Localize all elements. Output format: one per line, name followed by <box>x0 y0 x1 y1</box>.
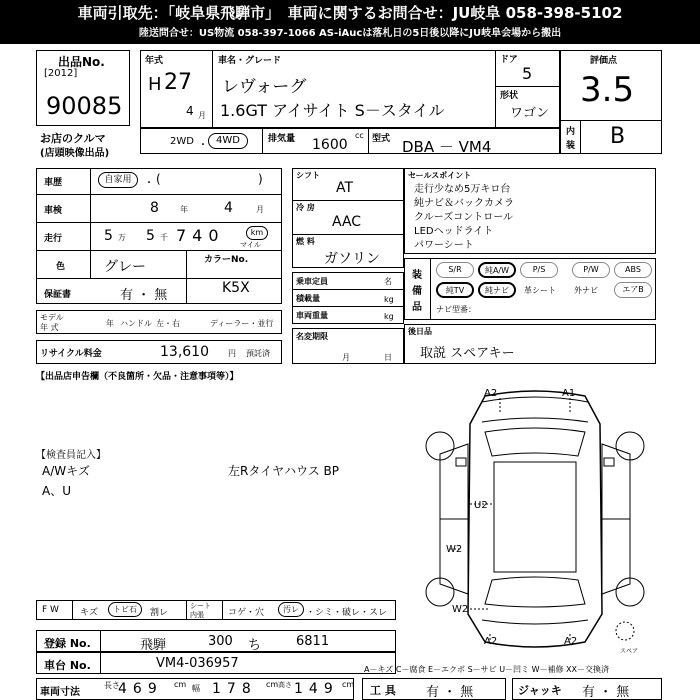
shape-label: 形状 <box>500 91 519 101</box>
sales-point-item: 純ナビ＆バックカメラ <box>414 198 514 209</box>
mileage-unit-km: km <box>246 226 268 240</box>
jack-value: 有 ・ 無 <box>582 685 630 700</box>
equip-aw-circled: 純A/W <box>478 262 516 278</box>
interior-label-1: 内 <box>566 127 576 137</box>
fw-scratch: キズ <box>80 608 98 618</box>
equip-ext-navi: 外ナビ <box>574 286 598 295</box>
displacement-value: 1600 <box>312 137 348 153</box>
recycle-deposit: 預託済 <box>246 349 270 358</box>
inspection-year: 8 <box>150 200 159 216</box>
load-unit: kg <box>384 295 394 304</box>
inspection-month: 4 <box>224 200 233 216</box>
car-grade: 1.6GT アイサイト S－スタイル <box>220 101 445 120</box>
mileage-unit-mile: マイル <box>240 241 261 249</box>
diagram-mark: W2 <box>446 544 463 555</box>
recycle-value: 13,610 <box>160 344 209 360</box>
chassis-label: 車台 No. <box>44 659 91 672</box>
color-value: グレー <box>104 259 146 275</box>
ac-value: AAC <box>332 214 362 230</box>
trailing-value: 取説 スペアキー <box>420 346 515 361</box>
interior-label-2: 装 <box>566 141 576 151</box>
fw-sheet-items: コゲ・穴 <box>228 608 265 618</box>
equip-leather: 革シート <box>524 286 556 295</box>
color-label: 色 <box>56 262 66 272</box>
spare-label: スペア <box>620 648 639 655</box>
seats-label: 乗車定員 <box>296 277 328 286</box>
ac-label: 冷 房 <box>296 203 315 212</box>
door-label: ドア <box>500 55 518 65</box>
sales-point-item: パワーシート <box>414 240 474 251</box>
dims-hgt-unit: cm <box>342 680 355 689</box>
registration-place: 飛騨 <box>140 638 167 653</box>
year-label: 年式 <box>145 56 164 66</box>
fuel-value: ガソリン <box>324 251 380 267</box>
dims-wid: 178 <box>212 681 257 697</box>
rating-score: 3.5 <box>580 70 635 110</box>
recycle-unit: 円 <box>228 349 236 358</box>
registration-kana: ち <box>248 638 262 653</box>
fuel-label: 燃 料 <box>296 237 315 246</box>
name-label: 車名・グレード <box>218 56 282 66</box>
fw-rest: ・シミ・破レ・スレ <box>306 608 388 618</box>
fw-crack: 割レ <box>150 608 169 618</box>
warranty-label: 保証書 <box>44 290 72 300</box>
equip-navi-circled: 純ナビ <box>478 282 516 298</box>
dims-hgt-label: 高さ <box>278 681 292 689</box>
year-era: H <box>148 74 162 95</box>
drive-separator: ・ <box>198 140 208 151</box>
handle-options: 左・右 <box>156 319 180 328</box>
shift-value: AT <box>336 180 354 196</box>
history-paren-open: ( <box>156 172 161 186</box>
inspection-month-unit: 月 <box>256 205 264 214</box>
model-year-label-2: 年 式 <box>40 323 59 332</box>
fw-sheet-1: シート <box>190 602 211 610</box>
month-unit: 月 <box>198 111 206 120</box>
chassis-value: VM4-036957 <box>156 656 239 671</box>
mileage-label: 走行 <box>44 234 63 244</box>
equip-tv-circled: 純TV <box>436 282 474 298</box>
interior-grade: B <box>610 124 626 149</box>
colorno-value: K5X <box>222 280 250 296</box>
fw-tobi-circled: トビ石 <box>108 602 142 617</box>
door-value: 5 <box>522 64 533 83</box>
inspector-line: A、U <box>42 484 71 498</box>
tools-value: 有 ・ 無 <box>426 685 474 700</box>
rating-label: 評価点 <box>590 56 618 66</box>
weight-unit: kg <box>384 312 394 321</box>
model-label: 型式 <box>372 134 391 144</box>
equip-sunroof: S/R <box>436 262 474 278</box>
dims-wid-unit: cm <box>266 680 279 689</box>
lot-label: 出品No. <box>58 55 105 69</box>
history-dot: ・ <box>144 178 154 189</box>
equipment-label-3: 品 <box>412 302 422 313</box>
registration-label: 登録 No. <box>44 637 91 650</box>
inspection-year-unit: 年 <box>180 205 188 214</box>
handle-label: ハンドル <box>120 319 152 328</box>
colorno-label: カラーNo. <box>204 255 249 265</box>
sales-point-item: LEDヘッドライト <box>414 226 494 237</box>
mileage-man: 5 <box>104 228 113 244</box>
seats-unit: 名 <box>384 277 392 286</box>
header-bar <box>0 0 700 44</box>
dims-label: 車両寸法 <box>40 687 80 698</box>
lot-year-tag: [2012] <box>44 68 78 79</box>
displacement-label: 排気量 <box>268 134 296 144</box>
inspector-label: 【検査員記入】 <box>36 450 106 461</box>
recycle-label: リサイクル料金 <box>40 349 102 359</box>
year-value: 27 <box>164 70 192 95</box>
tools-label: 工 具 <box>370 684 396 697</box>
remarks-header: 【出品店申告欄（不良箇所・欠品・注意事項等）】 <box>36 372 239 382</box>
history-paren-close: ) <box>258 172 263 186</box>
shop-sub: (店頭映像出品) <box>40 148 110 159</box>
inspector-line: A/Wキズ <box>42 464 90 478</box>
registration-class: 300 <box>208 634 233 649</box>
registration-number: 6811 <box>296 634 330 649</box>
lot-number: 90085 <box>46 92 123 120</box>
shift-label: シフト <box>296 171 320 180</box>
model-value: DBA － VM4 <box>402 138 492 156</box>
sales-point-item: クルーズコントロール <box>414 212 513 223</box>
equip-ps: P/S <box>520 262 558 278</box>
fw-dirt-circled: 汚レ <box>278 602 304 617</box>
diagram-mark: A2 <box>484 388 498 399</box>
trailing-label: 後日品 <box>408 327 432 336</box>
equip-abs: ABS <box>614 262 652 278</box>
fw-sheet-2: 内張 <box>190 611 204 619</box>
diagram-mark: A1 <box>562 388 576 399</box>
dealer-options: ディーラー・並行 <box>210 319 274 328</box>
dims-len: 469 <box>118 681 163 697</box>
inspector-note: 左Rタイヤハウス BP <box>228 464 340 478</box>
drive-2wd: 2WD <box>170 136 194 147</box>
load-label: 積載量 <box>296 294 320 303</box>
namechange-unit: 月 <box>342 353 350 362</box>
dims-len-unit: cm <box>174 680 187 689</box>
history-label: 車歴 <box>44 178 63 188</box>
drive-4wd-circled: 4WD <box>208 133 248 149</box>
weight-label: 車両重量 <box>296 311 328 320</box>
mileage-sen-unit: 千 <box>160 233 168 242</box>
damage-legend: A－キズ C－腐食 E－エクボ S－サビ U－凹ミ W－補修 XX－交換済 <box>364 665 610 674</box>
displacement-unit: cc <box>355 131 364 140</box>
dims-hgt: 149 <box>294 681 339 697</box>
header-pickup-line: 車両引取先：「岐阜県飛騨市」 車両に関するお問合せ：JU岐阜 058-398-5102 <box>77 4 623 22</box>
namechange-day: 日 <box>384 353 392 362</box>
shop-label: お店のクルマ <box>40 132 106 145</box>
inspection-label: 車検 <box>44 206 63 216</box>
header-transport-line: 陸送問合せ：US物流 058-397-1066 AS-iAucは落札日の5日後以降にJU岐阜会場から搬出 <box>138 28 562 39</box>
model-year-unit: 年 <box>106 319 114 328</box>
diagram-mark: W2 <box>452 604 469 615</box>
fw-label: F W <box>42 605 59 615</box>
equip-pw: P/W <box>572 262 610 278</box>
diagram-mark: U2 <box>474 500 488 511</box>
warranty-value: 有 ・ 無 <box>120 288 168 303</box>
dims-len-label: 長さ <box>104 681 120 690</box>
dims-wid-label: 幅 <box>192 684 200 693</box>
sales-point-item: 走行少なめ5万キロ台 <box>414 184 511 195</box>
model-year-label-1: モデル <box>40 313 64 322</box>
navi-model-label: ナビ型番： <box>436 305 476 314</box>
history-value-circled: 自家用 <box>98 172 138 188</box>
equip-airbag: エアB <box>614 282 652 298</box>
car-name: レヴォーグ <box>222 77 307 97</box>
equipment-label-2: 備 <box>412 286 422 297</box>
equipment-label-1: 装 <box>412 270 422 281</box>
mileage-man-unit: 万 <box>118 233 126 242</box>
shape-value: ワゴン <box>510 106 550 121</box>
car-damage-diagram <box>410 384 660 654</box>
sales-points-label: セールスポイント <box>408 171 472 180</box>
jack-label: ジャッキ <box>518 684 562 697</box>
month-value: 4 <box>186 104 194 118</box>
diagram-mark: A2 <box>484 636 498 647</box>
namechange-label: 名変期限 <box>296 332 328 341</box>
mileage-sen: 5 <box>146 228 155 244</box>
diagram-mark: A2 <box>564 636 578 647</box>
mileage-digits: 740 <box>176 226 225 245</box>
